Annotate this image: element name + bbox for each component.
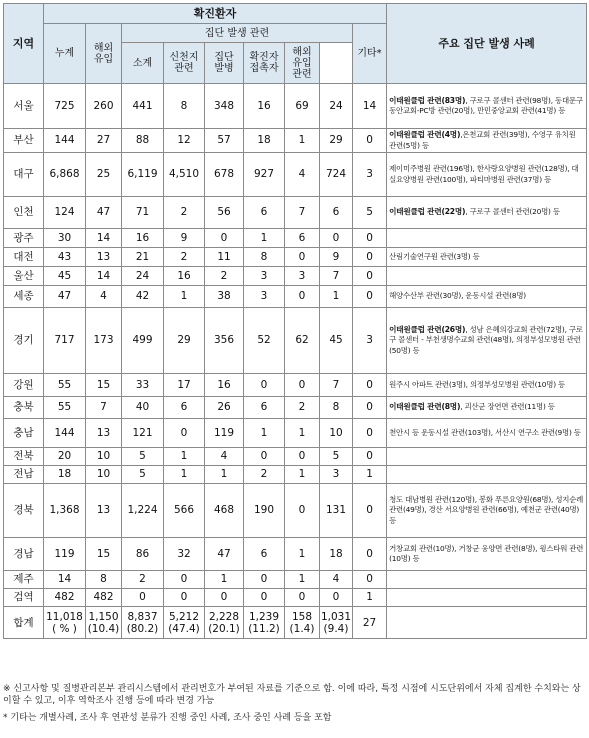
cell-other: 1	[320, 286, 353, 308]
cell-region: 경기	[4, 308, 44, 374]
cases-text: , 구로구 콜센터 관련(20명) 등	[465, 207, 560, 217]
cell-overseas-related: 2	[285, 397, 320, 419]
cell-subtotal: 0	[122, 589, 164, 607]
cell-subtotal: 6,119	[122, 153, 164, 197]
cell-overseas: 15	[86, 538, 122, 571]
cell-cumulative: 30	[44, 229, 86, 248]
cell-overseas-related: 4	[285, 153, 320, 197]
cell-subtotal: 71	[122, 197, 164, 229]
table-row	[4, 308, 587, 374]
cases-text: , 구로구 콜센터 관련(98명), 동대문구 동안교회-PC방 관련(20명), 만민중앙교회 관련(41명) 등	[389, 95, 583, 115]
cell-cluster: 2	[205, 267, 244, 286]
cell-region: 검역	[4, 589, 44, 607]
cell-other: 7	[320, 374, 353, 397]
cell-overseas: 173	[86, 308, 122, 374]
cell-region: 전남	[4, 466, 44, 484]
cell-overseas-related: 0	[285, 589, 320, 607]
cell-cases	[387, 229, 587, 248]
cell-cases	[387, 374, 587, 397]
cell-new: 0	[353, 419, 387, 448]
cell-shincheonji: 0	[164, 419, 205, 448]
cell-overseas: 15	[86, 374, 122, 397]
cell-cluster: 38	[205, 286, 244, 308]
cell-overseas: 4	[86, 286, 122, 308]
header-subtotal: 소계	[122, 43, 164, 84]
cell-cumulative: 14	[44, 571, 86, 589]
cell-cumulative: 144	[44, 129, 86, 153]
cell-shincheonji: 4,510	[164, 153, 205, 197]
cell-shincheonji: 29	[164, 308, 205, 374]
cell-new: 0	[353, 397, 387, 419]
cell-cluster: 348	[205, 84, 244, 129]
cell-new: 0	[353, 484, 387, 538]
cell-overseas: 8	[86, 571, 122, 589]
cell-overseas-related: 1	[285, 538, 320, 571]
cell-overseas: 14	[86, 267, 122, 286]
total-contact: 1,239 (11.2)	[244, 607, 285, 639]
cell-overseas: 13	[86, 484, 122, 538]
cell-cumulative: 45	[44, 267, 86, 286]
cell-overseas-related: 0	[285, 286, 320, 308]
cell-subtotal: 441	[122, 84, 164, 129]
cases-text: ,온천교회 관련(39명), 수영구 유치원 관련(5명) 등	[389, 130, 576, 150]
table-row	[4, 571, 587, 589]
cases-text: 청도 대남병원 관련(120명), 봉화 푸른요양원(68명), 성지순례 관련(49명), 경산 서요양병원 관련(66명), 예천군 관련(40명) 등	[389, 494, 584, 525]
cell-region: 광주	[4, 229, 44, 248]
cell-cumulative: 119	[44, 538, 86, 571]
cell-overseas-related: 6	[285, 229, 320, 248]
cell-subtotal: 2	[122, 571, 164, 589]
footnote-other: * 기타는 개별사례, 조사 후 연관성 분류가 진행 중인 사례, 조사 중인 사례 등을 포함	[3, 713, 332, 723]
cell-other: 45	[320, 308, 353, 374]
cases-highlight: 이태원클럽 관련(83명)	[389, 95, 466, 105]
cell-shincheonji: 2	[164, 248, 205, 267]
cases-text: 산림기술연구원 관련(3명) 등	[389, 251, 480, 261]
total-row	[4, 607, 587, 639]
cell-other: 6	[320, 197, 353, 229]
cell-cumulative: 124	[44, 197, 86, 229]
cell-cases	[387, 286, 587, 308]
cell-contact: 3	[244, 267, 285, 286]
cell-contact: 0	[244, 571, 285, 589]
cell-overseas-related: 1	[285, 466, 320, 484]
total-overseas-related: 158 (1.4)	[285, 607, 320, 639]
cell-subtotal: 86	[122, 538, 164, 571]
cell-overseas-related: 62	[285, 308, 320, 374]
cell-cluster: 57	[205, 129, 244, 153]
cell-overseas-related: 1	[285, 571, 320, 589]
cell-cases	[387, 448, 587, 466]
table-row	[4, 484, 587, 538]
cell-subtotal: 42	[122, 286, 164, 308]
cell-new: 0	[353, 248, 387, 267]
total-shincheonji: 5,212 (47.4)	[164, 607, 205, 639]
cell-overseas: 260	[86, 84, 122, 129]
cell-contact: 2	[244, 466, 285, 484]
cell-shincheonji: 1	[164, 466, 205, 484]
cell-contact: 18	[244, 129, 285, 153]
cell-contact: 0	[244, 448, 285, 466]
cell-region: 인천	[4, 197, 44, 229]
total-other: 1,031 (9.4)	[320, 607, 353, 639]
table-row	[4, 286, 587, 308]
table-row	[4, 419, 587, 448]
total-overseas: 1,150 (10.4)	[86, 607, 122, 639]
cell-contact: 52	[244, 308, 285, 374]
cell-contact: 0	[244, 374, 285, 397]
cell-other: 8	[320, 397, 353, 419]
cell-overseas-related: 0	[285, 248, 320, 267]
cases-highlight: 이태원클럽 관련(22명)	[389, 207, 466, 217]
table-row	[4, 153, 587, 197]
cell-contact: 1	[244, 419, 285, 448]
cell-subtotal: 24	[122, 267, 164, 286]
cell-other: 0	[320, 229, 353, 248]
cell-new: 14	[353, 84, 387, 129]
cell-overseas-related: 0	[285, 484, 320, 538]
footnote-source: ※ 신고사항 및 질병관리본부 관리시스템에서 관리번호가 부여된 자료를 기준으로 함. 이에 따라, 특정 시점에 시도단위에서 자체 집계한 수치와는 상이할 수 있고, 이후 역학조사 진행 등에 따라 변경 가능	[3, 684, 581, 706]
cell-subtotal: 5	[122, 448, 164, 466]
table-row	[4, 248, 587, 267]
cell-cases	[387, 419, 587, 448]
cell-cases	[387, 538, 587, 571]
cell-overseas-related: 69	[285, 84, 320, 129]
cell-overseas-related: 0	[285, 448, 320, 466]
cell-new: 1	[353, 589, 387, 607]
cell-cluster: 468	[205, 484, 244, 538]
cell-cases	[387, 397, 587, 419]
header-region: 지역	[4, 4, 44, 84]
table-row	[4, 397, 587, 419]
cell-cumulative: 55	[44, 374, 86, 397]
cell-cases	[387, 248, 587, 267]
cell-cluster: 47	[205, 538, 244, 571]
cell-region: 대전	[4, 248, 44, 267]
cell-overseas: 10	[86, 448, 122, 466]
cell-other: 724	[320, 153, 353, 197]
cell-new: 0	[353, 571, 387, 589]
cell-subtotal: 16	[122, 229, 164, 248]
table-row	[4, 229, 587, 248]
cell-other: 3	[320, 466, 353, 484]
table-row	[4, 538, 587, 571]
cell-region: 울산	[4, 267, 44, 286]
cell-cases	[387, 571, 587, 589]
table-row	[4, 374, 587, 397]
cell-region: 강원	[4, 374, 44, 397]
cell-overseas-related: 7	[285, 197, 320, 229]
cell-other: 24	[320, 84, 353, 129]
cell-subtotal: 88	[122, 129, 164, 153]
cases-text: 원주시 아파트 관련(3명), 의정부성모병원 관련(10명) 등	[389, 379, 565, 389]
total-new: 27	[353, 607, 387, 639]
total-region: 합계	[4, 607, 44, 639]
total-cumulative: 11,018 ( % )	[44, 607, 86, 639]
total-cases	[387, 607, 587, 639]
table-row	[4, 84, 587, 129]
cell-other: 29	[320, 129, 353, 153]
cell-new: 0	[353, 267, 387, 286]
cell-cumulative: 6,868	[44, 153, 86, 197]
cell-shincheonji: 6	[164, 397, 205, 419]
cell-cumulative: 18	[44, 466, 86, 484]
header-overseas: 해외 유입	[86, 24, 122, 84]
cell-new: 0	[353, 374, 387, 397]
cell-cluster: 26	[205, 397, 244, 419]
cell-overseas: 7	[86, 397, 122, 419]
cell-cases	[387, 308, 587, 374]
header-other: 기타*	[353, 24, 387, 84]
cell-cluster: 4	[205, 448, 244, 466]
cell-region: 충남	[4, 419, 44, 448]
cell-shincheonji: 9	[164, 229, 205, 248]
cell-new: 3	[353, 308, 387, 374]
cell-cumulative: 55	[44, 397, 86, 419]
cell-new: 0	[353, 229, 387, 248]
cell-region: 대구	[4, 153, 44, 197]
cell-contact: 6	[244, 397, 285, 419]
cell-contact: 6	[244, 197, 285, 229]
cell-contact: 0	[244, 589, 285, 607]
cell-new: 0	[353, 448, 387, 466]
cell-other: 4	[320, 571, 353, 589]
table-row	[4, 448, 587, 466]
cell-region: 충북	[4, 397, 44, 419]
cell-cluster: 678	[205, 153, 244, 197]
cell-contact: 3	[244, 286, 285, 308]
cell-overseas: 14	[86, 229, 122, 248]
cases-highlight: 이태원클럽 관련(8명)	[389, 402, 461, 412]
cell-overseas: 47	[86, 197, 122, 229]
cell-cases	[387, 466, 587, 484]
cell-new: 0	[353, 538, 387, 571]
cell-new: 0	[353, 129, 387, 153]
cell-cumulative: 47	[44, 286, 86, 308]
cell-shincheonji: 0	[164, 571, 205, 589]
cell-overseas: 27	[86, 129, 122, 153]
cell-new: 5	[353, 197, 387, 229]
cell-cases	[387, 267, 587, 286]
cell-contact: 8	[244, 248, 285, 267]
cell-cases	[387, 589, 587, 607]
cell-other: 5	[320, 448, 353, 466]
cell-shincheonji: 1	[164, 286, 205, 308]
cell-cluster: 0	[205, 229, 244, 248]
cell-overseas: 482	[86, 589, 122, 607]
cell-region: 서울	[4, 84, 44, 129]
cell-shincheonji: 0	[164, 589, 205, 607]
cell-cumulative: 717	[44, 308, 86, 374]
cases-text: , 괴산군 장연면 관련(11명) 등	[460, 402, 555, 412]
cell-cases	[387, 129, 587, 153]
cases-text: 제이미주병원 관련(196명), 한사랑요양병원 관련(128명), 대실요양병원 관련(100명), 파티마병원 관련(37명) 등	[389, 164, 579, 184]
cell-cluster: 16	[205, 374, 244, 397]
cell-overseas-related: 3	[285, 267, 320, 286]
cell-subtotal: 5	[122, 466, 164, 484]
cases-highlight: 이태원클럽 관련(26명)	[389, 324, 466, 334]
cell-other: 10	[320, 419, 353, 448]
cell-cluster: 1	[205, 466, 244, 484]
cell-contact: 190	[244, 484, 285, 538]
cases-text: 거창교회 관련(10명), 거창군 웅양면 관련(8명), 윙스타워 관련(10명) 등	[389, 543, 584, 563]
cell-overseas-related: 1	[285, 419, 320, 448]
cell-shincheonji: 1	[164, 448, 205, 466]
cell-cluster: 356	[205, 308, 244, 374]
cell-cluster: 11	[205, 248, 244, 267]
cell-overseas: 25	[86, 153, 122, 197]
cell-cumulative: 43	[44, 248, 86, 267]
cell-new: 3	[353, 153, 387, 197]
table-row	[4, 267, 587, 286]
cell-contact: 1	[244, 229, 285, 248]
cases-highlight: 이태원클럽 관련(4명)	[389, 130, 461, 139]
table-row	[4, 129, 587, 153]
cell-other: 9	[320, 248, 353, 267]
header-overseas-related: 해외 유입 관련	[285, 43, 320, 84]
cell-region: 경남	[4, 538, 44, 571]
cell-cluster: 119	[205, 419, 244, 448]
header-shincheonji: 신천지 관련	[164, 43, 205, 84]
cell-other: 7	[320, 267, 353, 286]
cases-text: 천안시 등 운동시설 관련(103명), 서산시 연구소 관련(9명) 등	[389, 427, 581, 437]
cell-cases	[387, 84, 587, 129]
cell-contact: 6	[244, 538, 285, 571]
cell-subtotal: 121	[122, 419, 164, 448]
cell-shincheonji: 2	[164, 197, 205, 229]
cell-other: 0	[320, 589, 353, 607]
cell-cases	[387, 484, 587, 538]
cell-other: 18	[320, 538, 353, 571]
total-cluster: 2,228 (20.1)	[205, 607, 244, 639]
cell-cases	[387, 197, 587, 229]
cell-cumulative: 482	[44, 589, 86, 607]
cell-cluster: 56	[205, 197, 244, 229]
table-row	[4, 466, 587, 484]
cell-contact: 16	[244, 84, 285, 129]
confirmed-cases-table	[3, 3, 587, 639]
cell-overseas: 10	[86, 466, 122, 484]
cell-region: 제주	[4, 571, 44, 589]
cell-cases	[387, 153, 587, 197]
cell-subtotal: 21	[122, 248, 164, 267]
cell-region: 부산	[4, 129, 44, 153]
cell-other: 131	[320, 484, 353, 538]
cell-subtotal: 499	[122, 308, 164, 374]
cell-new: 1	[353, 466, 387, 484]
cell-shincheonji: 32	[164, 538, 205, 571]
cell-new: 0	[353, 286, 387, 308]
cell-cumulative: 144	[44, 419, 86, 448]
cell-overseas: 13	[86, 248, 122, 267]
header-cumulative: 누계	[44, 24, 86, 84]
cell-overseas-related: 0	[285, 374, 320, 397]
cell-shincheonji: 16	[164, 267, 205, 286]
cell-subtotal: 40	[122, 397, 164, 419]
cell-region: 세종	[4, 286, 44, 308]
header-confirmed: 확진환자	[44, 4, 387, 24]
cell-subtotal: 1,224	[122, 484, 164, 538]
cell-cumulative: 20	[44, 448, 86, 466]
cell-shincheonji: 12	[164, 129, 205, 153]
cell-region: 전북	[4, 448, 44, 466]
cell-shincheonji: 566	[164, 484, 205, 538]
cell-contact: 927	[244, 153, 285, 197]
total-subtotal: 8,837 (80.2)	[122, 607, 164, 639]
cell-cluster: 0	[205, 589, 244, 607]
header-contact: 확진자 접촉자	[244, 43, 285, 84]
table-row	[4, 589, 587, 607]
header-group: 집단 발생 관련	[122, 24, 353, 43]
cases-text: 해양수산부 관련(30명), 운동시설 관련(8명)	[389, 291, 526, 301]
table-row	[4, 197, 587, 229]
cell-shincheonji: 8	[164, 84, 205, 129]
cell-cumulative: 725	[44, 84, 86, 129]
header-cluster: 집단 발병	[205, 43, 244, 84]
cell-region: 경북	[4, 484, 44, 538]
cell-cumulative: 1,368	[44, 484, 86, 538]
header-cases: 주요 집단 발생 사례	[387, 4, 587, 84]
cell-overseas: 13	[86, 419, 122, 448]
cases-text: , 성남 은혜의강교회 관련(72명), 구로구 콜센터 - 부천생명수교회 관련(48명), 의정부성모병원 관련(50명) 등	[389, 324, 583, 355]
cell-shincheonji: 17	[164, 374, 205, 397]
cell-subtotal: 33	[122, 374, 164, 397]
cell-overseas-related: 1	[285, 129, 320, 153]
cell-cluster: 1	[205, 571, 244, 589]
